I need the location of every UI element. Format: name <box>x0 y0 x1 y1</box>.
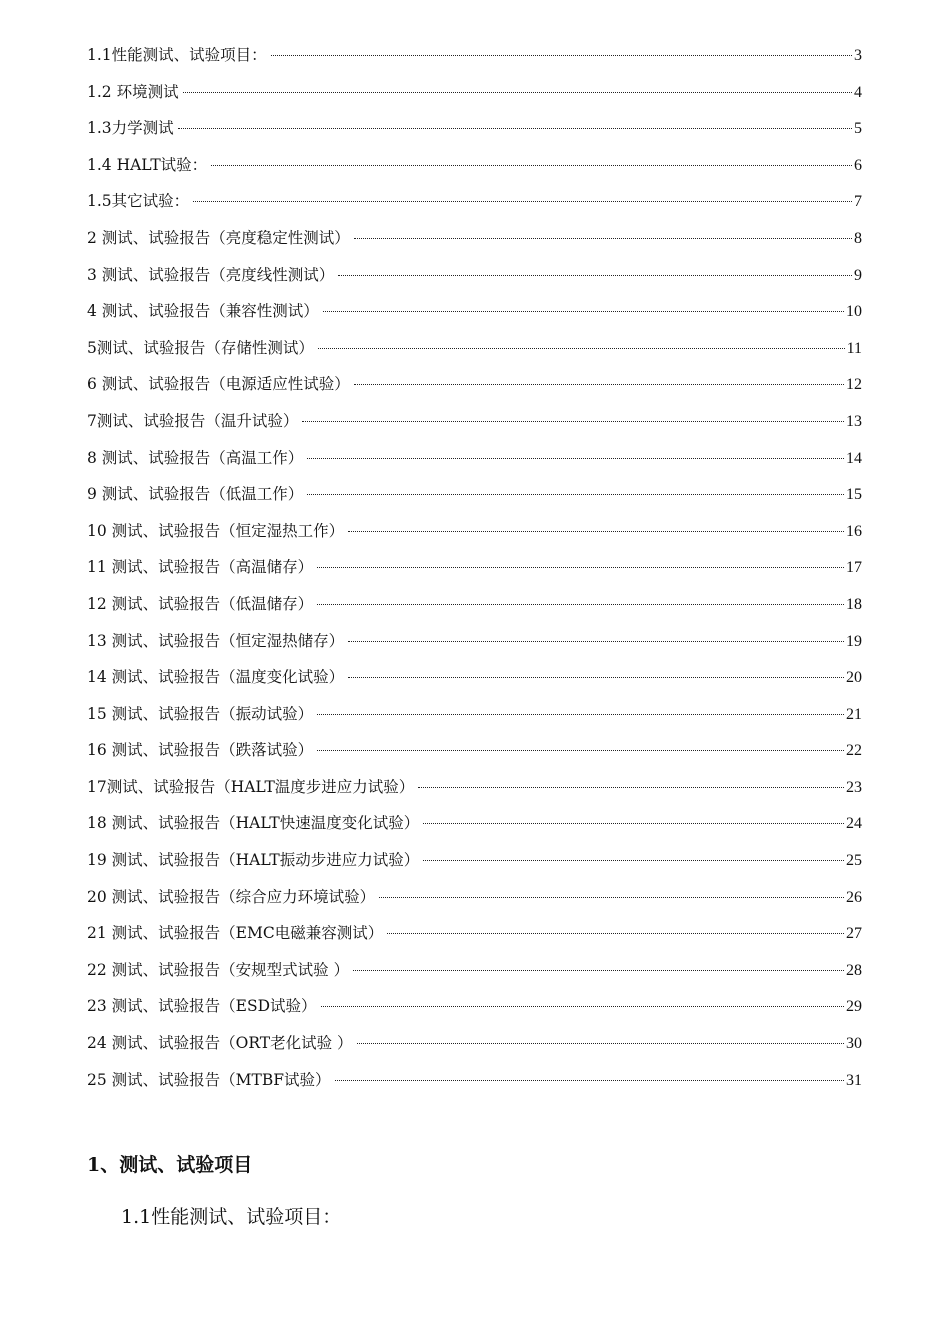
toc-entry-title: 14 测试、试验报告（温度变化试验） <box>87 668 345 687</box>
toc-entry-title: 17测试、试验报告（HALT温度步进应力试验） <box>87 777 415 796</box>
toc-entry[interactable] <box>87 190 862 227</box>
toc-dot-leader <box>387 933 844 934</box>
toc-entry[interactable] <box>87 337 862 374</box>
toc-dot-leader <box>307 494 844 495</box>
toc-entry-page-number: 21 <box>846 705 862 723</box>
toc-entry-title: 1.5其它试验： <box>87 192 190 211</box>
toc-dot-leader <box>321 1006 844 1007</box>
toc-entry[interactable] <box>87 849 862 886</box>
toc-dot-leader <box>357 1043 844 1044</box>
toc-entry-title: 1.3力学测试 <box>87 119 174 138</box>
toc-entry[interactable] <box>87 483 862 520</box>
toc-entry-page-number: 30 <box>846 1035 862 1053</box>
toc-entry-title: 10 测试、试验报告（恒定湿热工作） <box>87 521 345 540</box>
toc-entry-page-number: 11 <box>846 339 862 357</box>
toc-entry[interactable] <box>87 959 862 996</box>
toc-entry[interactable] <box>87 520 862 557</box>
toc-entry-page-number: 20 <box>846 669 862 687</box>
toc-entry[interactable] <box>87 44 862 81</box>
toc-entry-page-number: 7 <box>854 193 862 211</box>
toc-entry-page-number: 29 <box>846 998 862 1016</box>
toc-entry-title: 12 测试、试验报告（低温储存） <box>87 594 314 613</box>
toc-entry-title: 7测试、试验报告（温升试验） <box>87 411 299 430</box>
toc-entry[interactable] <box>87 922 862 959</box>
toc-dot-leader <box>353 970 844 971</box>
toc-entry[interactable] <box>87 300 862 337</box>
toc-entry-page-number: 19 <box>846 632 862 650</box>
toc-dot-leader <box>271 55 852 56</box>
toc-entry-title: 16 测试、试验报告（跌落试验） <box>87 741 314 760</box>
toc-entry-page-number: 25 <box>846 852 862 870</box>
toc-dot-leader <box>379 897 844 898</box>
toc-entry[interactable] <box>87 995 862 1032</box>
toc-dot-leader <box>178 128 852 129</box>
toc-entry-title: 11 测试、试验报告（高温储存） <box>87 558 314 577</box>
toc-entry-page-number: 10 <box>846 303 862 321</box>
toc-dot-leader <box>318 348 845 349</box>
toc-entry[interactable] <box>87 81 862 118</box>
toc-entry-page-number: 14 <box>846 449 862 467</box>
toc-entry-title: 23 测试、试验报告（ESD试验） <box>87 997 317 1016</box>
sub-heading: 1.1性能测试、试验项目： <box>121 1206 342 1228</box>
toc-entry[interactable] <box>87 447 862 484</box>
toc-dot-leader <box>354 384 844 385</box>
toc-dot-leader <box>317 604 844 605</box>
toc-entry-page-number: 26 <box>846 888 862 906</box>
toc-entry-title: 25 测试、试验报告（MTBF试验） <box>87 1070 331 1089</box>
toc-entry-title: 8 测试、试验报告（高温工作） <box>87 448 304 467</box>
toc-dot-leader <box>423 823 844 824</box>
toc-dot-leader <box>193 201 852 202</box>
toc-entry[interactable] <box>87 373 862 410</box>
toc-entry[interactable] <box>87 886 862 923</box>
toc-entry-page-number: 8 <box>854 229 862 247</box>
toc-dot-leader <box>338 275 852 276</box>
toc-entry-page-number: 5 <box>854 120 862 138</box>
toc-entry[interactable] <box>87 812 862 849</box>
toc-dot-leader <box>317 567 844 568</box>
toc-dot-leader <box>317 750 844 751</box>
toc-entry-page-number: 18 <box>846 595 862 613</box>
toc-entry-page-number: 27 <box>846 925 862 943</box>
toc-entry-page-number: 9 <box>854 266 862 284</box>
toc-entry[interactable] <box>87 556 862 593</box>
toc-entry-page-number: 13 <box>846 412 862 430</box>
toc-entry-page-number: 16 <box>846 522 862 540</box>
toc-dot-leader <box>317 714 844 715</box>
toc-entry-title: 3 测试、试验报告（亮度线性测试） <box>87 265 335 284</box>
toc-entry-title: 1.4 HALT试验： <box>87 155 208 174</box>
toc-entry-title: 5测试、试验报告（存储性测试） <box>87 338 314 357</box>
toc-entry[interactable] <box>87 117 862 154</box>
toc-dot-leader <box>335 1080 844 1081</box>
toc-entry[interactable] <box>87 739 862 776</box>
toc-entry-page-number: 17 <box>846 559 862 577</box>
toc-entry-page-number: 6 <box>854 156 862 174</box>
toc-entry-title: 18 测试、试验报告（HALT快速温度变化试验） <box>87 814 420 833</box>
toc-entry[interactable] <box>87 776 862 813</box>
toc-entry[interactable] <box>87 593 862 630</box>
toc-dot-leader <box>307 458 844 459</box>
section-heading: 1、测试、试验项目 <box>87 1154 253 1176</box>
toc-entry[interactable] <box>87 703 862 740</box>
toc-entry-title: 19 测试、试验报告（HALT振动步进应力试验） <box>87 851 420 870</box>
toc-entry-title: 13 测试、试验报告（恒定湿热储存） <box>87 631 345 650</box>
toc-dot-leader <box>211 165 852 166</box>
toc-entry-page-number: 22 <box>846 742 862 760</box>
toc-entry-title: 1.2 环境测试 <box>87 82 179 101</box>
toc-dot-leader <box>418 787 844 788</box>
toc-entry-title: 9 测试、试验报告（低温工作） <box>87 485 304 504</box>
toc-dot-leader <box>302 421 844 422</box>
toc-entry-title: 22 测试、试验报告（安规型式试验 ） <box>87 960 350 979</box>
toc-dot-leader <box>348 677 844 678</box>
toc-entry[interactable] <box>87 630 862 667</box>
toc-entry-title: 4 测试、试验报告（兼容性测试） <box>87 302 319 321</box>
toc-entry-page-number: 31 <box>846 1071 862 1089</box>
toc-dot-leader <box>348 531 844 532</box>
toc-entry-title: 20 测试、试验报告（综合应力环境试验） <box>87 887 376 906</box>
toc-dot-leader <box>323 311 844 312</box>
toc-entry[interactable] <box>87 666 862 703</box>
toc-entry-title: 15 测试、试验报告（振动试验） <box>87 704 314 723</box>
toc-entry-title: 2 测试、试验报告（亮度稳定性测试） <box>87 228 350 247</box>
toc-entry[interactable] <box>87 264 862 301</box>
toc-entry-page-number: 3 <box>854 47 862 64</box>
toc-dot-leader <box>183 92 852 93</box>
toc-entry-title: 24 测试、试验报告（ORT老化试验 ） <box>87 1034 353 1053</box>
toc-entry-page-number: 28 <box>846 961 862 979</box>
toc-dot-leader <box>354 238 852 239</box>
toc-entry-page-number: 4 <box>854 83 862 101</box>
toc-entry[interactable] <box>87 410 862 447</box>
toc-entry-page-number: 24 <box>846 815 862 833</box>
toc-entry-page-number: 12 <box>846 376 862 394</box>
toc-entry-page-number: 23 <box>846 778 862 796</box>
toc-entry-title: 6 测试、试验报告（电源适应性试验） <box>87 375 350 394</box>
toc-entry-page-number: 15 <box>846 486 862 504</box>
toc-entry-title: 21 测试、试验报告（EMC电磁兼容测试） <box>87 924 384 943</box>
toc-entry[interactable] <box>87 227 862 264</box>
toc-entry-title: 1.1性能测试、试验项目： <box>87 46 267 64</box>
toc-entry[interactable] <box>87 1069 862 1106</box>
toc-dot-leader <box>348 641 844 642</box>
toc-dot-leader <box>423 860 844 861</box>
table-of-contents <box>87 44 862 1105</box>
toc-entry[interactable] <box>87 1032 862 1069</box>
toc-entry[interactable] <box>87 154 862 191</box>
